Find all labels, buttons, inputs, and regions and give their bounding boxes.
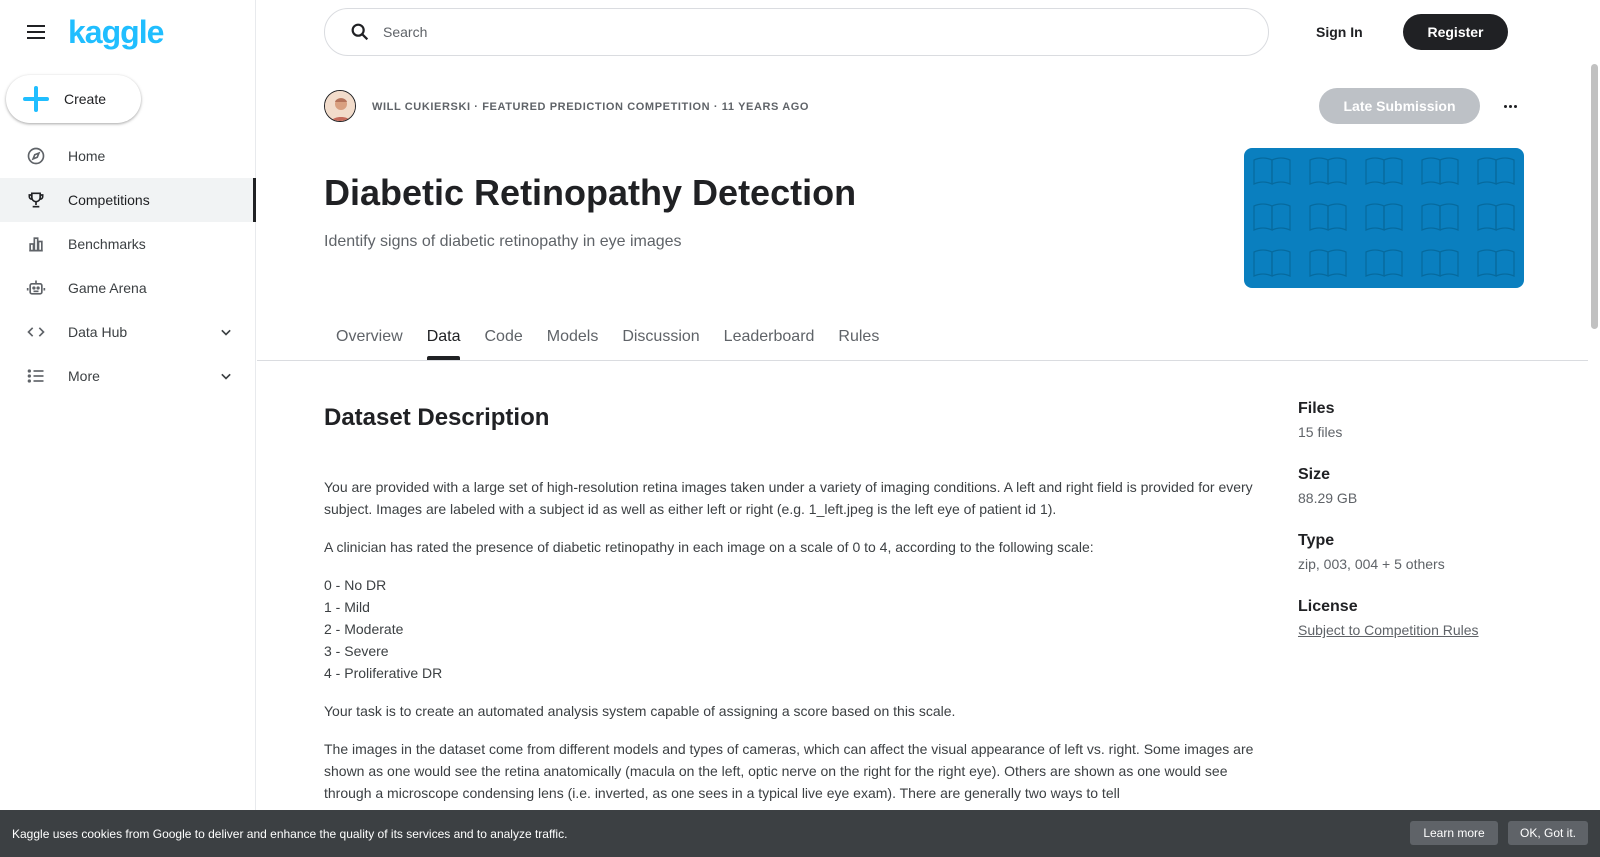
license-title: License [1298,598,1358,615]
dataset-description [324,476,1274,820]
size-value: 88.29 GB [1298,490,1358,506]
ok-got-it-button[interactable]: OK, Got it. [1508,821,1588,845]
cookie-banner [0,810,1600,857]
learn-more-button[interactable]: Learn more [1410,821,1498,845]
kaggle-logo[interactable]: kaggle [68,14,164,50]
scale-item: 1 - Mild [324,599,370,615]
sidebar-item-label: Game Arena [68,280,147,296]
search-bar[interactable] [324,8,1269,56]
cookie-text: Kaggle uses cookies from Google to deliver and enhance the quality of its services and to analyze traffic. [12,826,568,841]
files-value: 15 files [1298,424,1343,440]
competition-meta: WILL CUKIERSKI · FEATURED PREDICTION COMPETITION · 11 YEARS AGO [372,101,810,113]
create-button[interactable] [6,75,141,123]
plus-icon [22,85,50,113]
sidebar-item-label: Benchmarks [68,236,146,252]
type-title: Type [1298,532,1335,549]
page-title: Diabetic Retinopathy Detection [324,172,857,213]
tabs-divider [257,360,1588,361]
paragraph: Your task is to create an automated analysis system capable of assigning a score based on this scale. [324,703,956,719]
sidebar-item-competitions[interactable] [0,178,256,222]
chevron-down-icon[interactable] [216,322,236,342]
list-icon [26,366,46,386]
competition-banner [1244,148,1524,288]
license-link[interactable]: Subject to Competition Rules [1298,622,1479,638]
tab-code[interactable]: Code [484,328,523,345]
dataset-summary [1298,400,1558,664]
type-value: zip, 003, 004 + 5 others [1298,556,1445,572]
paragraph: The images in the dataset come from different models and types of cameras, which can affect the visual appearance of left vs. right. Some images are shown as one would see the retina anatomically (macula on the left, optic nerve on the right for the right eye). Others are shown as one would see through a microscope condensing lens (i.e. inverted, as one sees in a typical live eye exam). There are generally two ways to tell [324,741,1254,801]
sidebar-nav [0,134,256,398]
tab-models[interactable]: Models [546,328,599,345]
register-button[interactable]: Register [1403,14,1508,50]
license-block [1298,598,1558,638]
code-icon [26,322,46,342]
paragraph: A clinician has rated the presence of diabetic retinopathy in each image on a scale of 0 to 4, according to the following scale: [324,539,1094,555]
tab-rules[interactable]: Rules [838,328,880,345]
sidebar-item-label: More [68,368,100,384]
size-title: Size [1298,466,1331,483]
scrollbar-thumb[interactable] [1591,64,1598,329]
files-title: Files [1298,400,1335,417]
compass-icon [26,146,46,166]
type-block [1298,532,1558,572]
search-input[interactable] [383,24,1183,40]
page-scrollbar[interactable] [1588,0,1600,857]
search-icon [349,21,371,43]
menu-icon[interactable] [24,20,48,44]
scale-item: 3 - Severe [324,643,389,659]
sidebar [0,0,256,857]
sidebar-item-more[interactable] [0,354,256,398]
robot-icon [26,278,46,298]
chevron-down-icon[interactable] [216,366,236,386]
tab-data[interactable]: Data [415,318,473,360]
sidebar-item-label: Competitions [68,192,150,208]
tab-overview[interactable]: Overview [336,328,403,345]
sidebar-item-data-hub[interactable] [0,310,256,354]
files-block [1298,400,1558,440]
more-options-icon[interactable] [1496,94,1524,118]
host-avatar[interactable] [324,90,356,122]
rating-scale [324,574,1274,684]
sign-in-button[interactable]: Sign In [1316,24,1363,40]
competition-tabs [324,318,891,360]
scale-item: 2 - Moderate [324,621,404,637]
sidebar-item-label: Home [68,148,106,164]
sidebar-header [0,0,255,64]
book-pattern-icon [1244,148,1524,288]
sidebar-item-home[interactable] [0,134,256,178]
sidebar-item-game-arena[interactable] [0,266,256,310]
size-block [1298,466,1558,506]
scale-item: 0 - No DR [324,577,387,593]
create-label: Create [64,91,107,107]
tab-discussion[interactable]: Discussion [622,328,700,345]
bar-chart-icon [26,234,46,254]
scale-item: 4 - Proliferative DR [324,665,443,681]
paragraph: You are provided with a large set of high-resolution retina images taken under a variety of imaging conditions. A left and right field is provided for every subject. Images are labeled with a subject id as well as either left or right (e.g. 1_left.jpeg is the left eye of patient id 1). [324,479,1253,517]
sidebar-item-benchmarks[interactable] [0,222,256,266]
page-subtitle: Identify signs of diabetic retinopathy in eye images [324,233,682,250]
dataset-heading: Dataset Description [324,404,550,431]
trophy-icon [26,190,46,210]
sidebar-item-label: Data Hub [68,324,128,340]
tab-leaderboard[interactable]: Leaderboard [723,328,815,345]
late-submission-button[interactable]: Late Submission [1319,88,1480,124]
